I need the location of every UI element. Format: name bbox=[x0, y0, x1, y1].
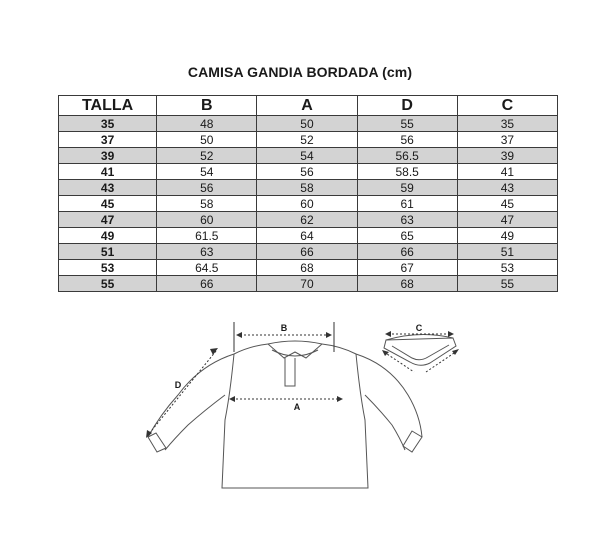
measure-a bbox=[229, 396, 343, 412]
label-a: A bbox=[293, 402, 301, 412]
size-cell: 55 bbox=[59, 276, 157, 292]
measure-cell: 60 bbox=[257, 196, 357, 212]
measure-cell: 60 bbox=[157, 212, 257, 228]
measure-cell: 54 bbox=[157, 164, 257, 180]
measure-cell: 55 bbox=[357, 116, 457, 132]
header-talla: TALLA bbox=[59, 96, 157, 116]
size-cell: 45 bbox=[59, 196, 157, 212]
measure-cell: 62 bbox=[257, 212, 357, 228]
measure-cell: 68 bbox=[357, 276, 457, 292]
measure-cell: 56 bbox=[357, 132, 457, 148]
header-d: D bbox=[357, 96, 457, 116]
size-cell: 37 bbox=[59, 132, 157, 148]
measure-cell: 41 bbox=[457, 164, 557, 180]
label-c: C bbox=[415, 323, 423, 333]
measure-cell: 66 bbox=[157, 276, 257, 292]
measure-cell: 55 bbox=[457, 276, 557, 292]
measure-cell: 47 bbox=[457, 212, 557, 228]
measure-cell: 59 bbox=[357, 180, 457, 196]
measure-cell: 63 bbox=[357, 212, 457, 228]
measure-cell: 66 bbox=[257, 244, 357, 260]
measure-cell: 64 bbox=[257, 228, 357, 244]
measure-cell: 37 bbox=[457, 132, 557, 148]
measure-cell: 61.5 bbox=[157, 228, 257, 244]
size-cell: 39 bbox=[59, 148, 157, 164]
shirt-outline bbox=[148, 341, 422, 488]
chart-title: CAMISA GANDIA BORDADA (cm) bbox=[187, 64, 413, 80]
measure-cell: 45 bbox=[457, 196, 557, 212]
size-cell: 41 bbox=[59, 164, 157, 180]
measure-d bbox=[146, 348, 218, 438]
measure-cell: 63 bbox=[157, 244, 257, 260]
measure-cell: 53 bbox=[457, 260, 557, 276]
measure-cell: 39 bbox=[457, 148, 557, 164]
measure-cell: 50 bbox=[157, 132, 257, 148]
size-cell: 51 bbox=[59, 244, 157, 260]
size-cell: 43 bbox=[59, 180, 157, 196]
size-cell: 49 bbox=[59, 228, 157, 244]
measure-cell: 52 bbox=[257, 132, 357, 148]
measure-cell: 56.5 bbox=[357, 148, 457, 164]
collar-detail bbox=[384, 334, 456, 365]
measure-cell: 67 bbox=[357, 260, 457, 276]
header-a: A bbox=[257, 96, 357, 116]
measure-cell: 51 bbox=[457, 244, 557, 260]
measure-cell: 64.5 bbox=[157, 260, 257, 276]
size-cell: 47 bbox=[59, 212, 157, 228]
measure-cell: 70 bbox=[257, 276, 357, 292]
measure-cell: 50 bbox=[257, 116, 357, 132]
measure-cell: 49 bbox=[457, 228, 557, 244]
measure-cell: 58 bbox=[157, 196, 257, 212]
measure-cell: 43 bbox=[457, 180, 557, 196]
measure-cell: 58.5 bbox=[357, 164, 457, 180]
measure-cell: 54 bbox=[257, 148, 357, 164]
measure-cell: 65 bbox=[357, 228, 457, 244]
header-b: B bbox=[157, 96, 257, 116]
size-cell: 35 bbox=[59, 116, 157, 132]
header-c: C bbox=[457, 96, 557, 116]
measure-cell: 61 bbox=[357, 196, 457, 212]
measure-cell: 35 bbox=[457, 116, 557, 132]
size-cell: 53 bbox=[59, 260, 157, 276]
measure-cell: 52 bbox=[157, 148, 257, 164]
measure-cell: 48 bbox=[157, 116, 257, 132]
measure-cell: 68 bbox=[257, 260, 357, 276]
label-d: D bbox=[174, 380, 182, 390]
measure-cell: 58 bbox=[257, 180, 357, 196]
label-b: B bbox=[280, 323, 288, 333]
measure-cell: 56 bbox=[157, 180, 257, 196]
measure-cell: 56 bbox=[257, 164, 357, 180]
measure-cell: 66 bbox=[357, 244, 457, 260]
